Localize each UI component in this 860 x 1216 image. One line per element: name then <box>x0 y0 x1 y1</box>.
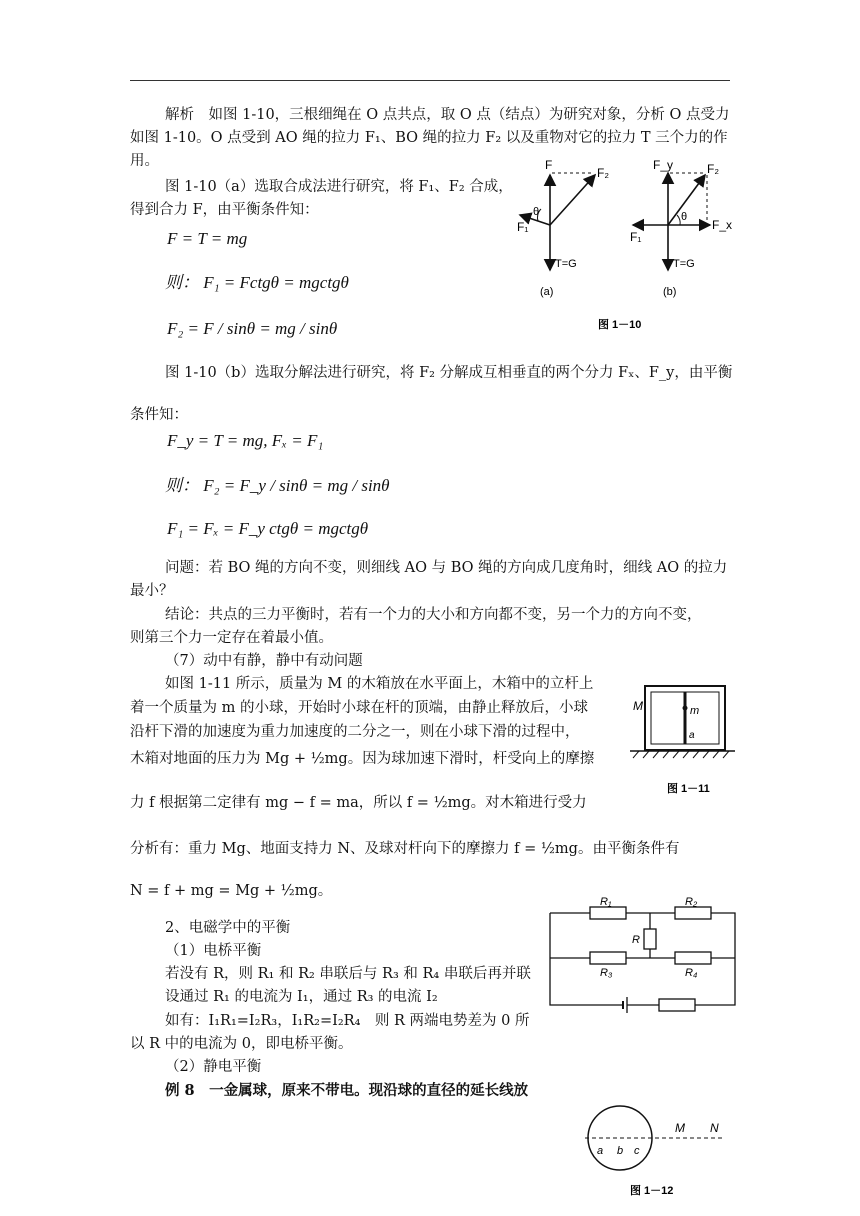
label-a: (a) <box>540 286 554 298</box>
label-F2b: F₂ <box>707 162 719 176</box>
heading-2-1: （1）电桥平衡 <box>165 943 262 959</box>
box-problem-line1: 如图 1-11 所示，质量为 M 的木箱放在水平面上，木箱中的立杆上 <box>165 676 594 692</box>
box-problem-line7: N = f + mg = Mg + ½mg。 <box>130 883 333 899</box>
bridge-line2: 设通过 R₁ 的电流为 I₁，通过 R₃ 的电流 I₂ <box>165 989 438 1005</box>
figure-1-10-caption: 图 1－10 <box>598 319 642 331</box>
label-F: F <box>545 158 553 172</box>
resistor-R4 <box>675 952 711 964</box>
bridge-line1: 若没有 R，则 R₁ 和 R₂ 串联后与 R₃ 和 R₄ 串联后再并联 <box>165 966 531 982</box>
label-Fx: F_x <box>712 218 733 232</box>
conclusion-line2: 则第三个力一定存在着最小值。 <box>130 630 333 646</box>
wire <box>550 913 623 1005</box>
figure-1-12-caption: 图 1－12 <box>630 1185 674 1197</box>
figure-1-12 <box>585 1100 735 1200</box>
label-theta-b: θ <box>681 211 688 223</box>
box-problem-line4: 木箱对地面的压力为 Mg + ½mg。因为球加速下滑时，杆受向上的摩擦 <box>130 751 595 767</box>
resistor-R2 <box>675 907 711 919</box>
conclusion-line1: 结论：共点的三力平衡时，若有一个力的大小和方向都不变，另一个力的方向不变， <box>165 607 702 623</box>
bridge-line3: 如有：I₁R₁=I₂R₃，I₁R₂=I₂R₄ 则 R 两端电势差为 0 所 <box>165 1013 530 1029</box>
analysis-p1-line1: 解析 如图 1-10，三根细绳在 O 点共点，取 O 点（结点）为研究对象，分析 O 点受力 <box>165 107 730 123</box>
ball <box>683 706 688 711</box>
equation-6: F₁ = Fₓ = F_y ctgθ = mgctgθ <box>167 519 369 538</box>
label-M: M <box>633 699 643 713</box>
question-line1: 问题：若 BO 绳的方向不变，则细线 AO 与 BO 绳的方向成几度角时，细线 AO 的拉力 <box>165 560 728 576</box>
equation-4: F_y = T = mg, Fₓ = F₁ <box>167 431 324 450</box>
box-problem-line6: 分析有：重力 Mg、地面支持力 N、及球对杆向下的摩擦力 f = ½mg。由平衡条件有 <box>130 841 680 857</box>
diagram-b <box>633 173 710 270</box>
label-F1b: F₁ <box>630 230 642 244</box>
label-a: a <box>689 730 695 741</box>
question-line2: 最小？ <box>130 583 174 599</box>
box-problem-line2: 着一个质量为 m 的小球，开始时小球在杆的顶端，由静止释放后，小球 <box>130 700 588 716</box>
label-T-b: T=G <box>673 258 695 270</box>
equation-3: F₂ = F / sinθ = mg / sinθ <box>167 319 338 338</box>
header-rule <box>130 80 730 81</box>
label-R: R <box>632 934 640 946</box>
equation-1: F = T = mg <box>167 229 248 248</box>
ground-hatch <box>633 751 729 758</box>
analysis-p2-line1: 图 1-10（a）选取合成法进行研究，将 F₁、F₂ 合成， <box>165 179 513 195</box>
label-a: a <box>597 1145 604 1157</box>
box-diagram <box>630 686 735 758</box>
label-R3: R₃ <box>600 967 613 979</box>
wire <box>695 913 735 1005</box>
box-problem-line5: 力 f 根据第二定律有 mg − f = ma，所以 f = ½mg。对木箱进行受力 <box>130 795 587 811</box>
equation-5: 则： F₂ = F_y / sinθ = mg / sinθ <box>165 476 390 495</box>
analysis-p1-line2: 如图 1-10。O 点受到 AO 绳的拉力 F₁、BO 绳的拉力 F₂ 以及重物对它的拉力 T 三个力的作 <box>130 130 728 146</box>
bridge-circuit <box>545 895 740 1015</box>
resistor-R <box>644 929 656 949</box>
analysis-p2-line2: 得到合力 F，由平衡条件知： <box>130 202 319 218</box>
resistor-R1 <box>590 907 626 919</box>
label-R1: R₁ <box>600 896 612 908</box>
label-R4: R₄ <box>685 967 698 979</box>
force-F2-arrow <box>550 175 595 225</box>
heading-2-2: （2）静电平衡 <box>165 1059 262 1075</box>
label-theta-a: θ <box>533 206 540 218</box>
figure-1-11 <box>625 680 735 795</box>
resistor-R3 <box>590 952 626 964</box>
resistor-external <box>659 999 695 1011</box>
box-problem-line3: 沿杆下滑的加速度为重力加速度的二分之一，则在小球下滑的过程中， <box>130 724 580 740</box>
label-N: N <box>710 1121 719 1135</box>
analysis-p3-line2: 条件知： <box>130 407 188 423</box>
label-R2: R₂ <box>685 896 698 908</box>
example-8: 例 8 一金属球，原来不带电。现沿球的直径的延长线放 <box>165 1082 529 1099</box>
analysis-p3-line1: 图 1-10（b）选取分解法进行研究，将 F₂ 分解成互相垂直的两个分力 Fₓ、F_y，由平衡 <box>165 365 733 381</box>
analysis-p1-line3: 用。 <box>130 153 159 169</box>
label-m: m <box>690 705 700 717</box>
label-F1: F₁ <box>517 220 529 234</box>
bridge-line4: 以 R 中的电流为 0，即电桥平衡。 <box>130 1036 353 1052</box>
heading-7: （7）动中有静，静中有动问题 <box>165 653 363 669</box>
theta-arc-b <box>677 215 680 225</box>
label-c: c <box>634 1145 640 1157</box>
figure-1-11-caption: 图 1－11 <box>667 783 710 795</box>
circuit-wires <box>550 907 735 1013</box>
label-M: M <box>675 1121 685 1135</box>
label-b: b <box>617 1145 624 1157</box>
label-F2: F₂ <box>597 166 609 180</box>
label-Fy: F_y <box>653 158 674 172</box>
diagram-a <box>520 173 595 270</box>
label-b: (b) <box>663 286 677 298</box>
equation-2: 则： F₁ = Fctgθ = mgctgθ <box>165 273 349 292</box>
figure-1-10 <box>505 155 733 335</box>
label-T-a: T=G <box>555 258 577 270</box>
heading-2: 2、电磁学中的平衡 <box>165 920 291 936</box>
